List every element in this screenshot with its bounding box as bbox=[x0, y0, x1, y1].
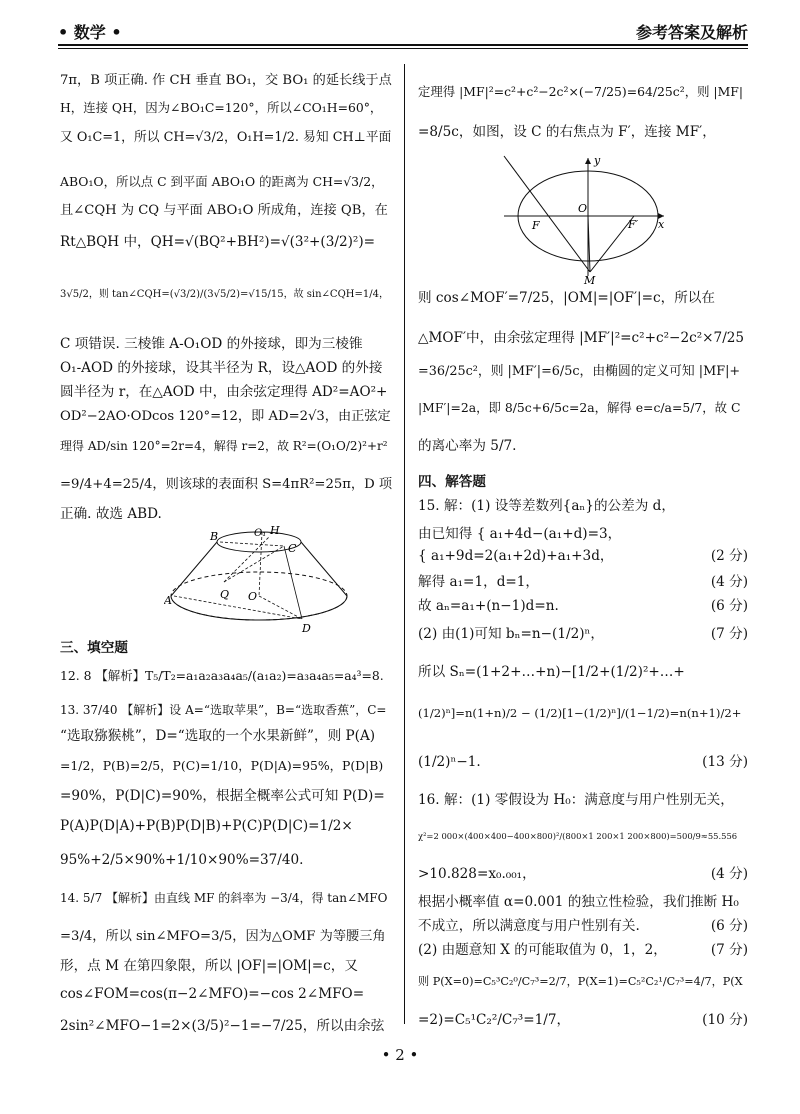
text-line: 定理得 |MF|²=c²+c²−2c²×(−7/25)=64/25c²，则 |MF| bbox=[418, 84, 744, 99]
text-line: 解得 a₁=1，d=1， bbox=[418, 574, 540, 590]
score-label: (4 分) bbox=[710, 574, 748, 590]
subject-label: • 数学 • bbox=[58, 23, 122, 42]
section-heading: 三、填空题 bbox=[60, 640, 128, 656]
text-line: =3/4，所以 sin∠MFO=3/5，因为△OMF 为等腰三角 bbox=[60, 929, 386, 944]
text-line: 2sin²∠MFO−1=2×(3/5)²−1=−7/25，所以由余弦 bbox=[60, 1018, 385, 1034]
section-title: 参考答案及解析 bbox=[635, 23, 748, 42]
text-line: ABO₁O，所以点 C 到平面 ABO₁O 的距离为 CH=√3/2， bbox=[60, 174, 384, 189]
text-line: (1/2)ⁿ]=n(1+n)/2 − (1/2)[1−(1/2)ⁿ]/(1−1/2)=n(n+1)/2+ bbox=[418, 706, 742, 720]
header-rule bbox=[58, 44, 748, 46]
text-line: cos∠FOM=cos(π−2∠MFO)=−cos 2∠MFO= bbox=[60, 986, 365, 1002]
text-line: 形，点 M 在第四象限，所以 |OF|=|OM|=c，又 bbox=[60, 958, 358, 974]
text-line: 则 cos∠MOF′=7/25，|OM|=|OF′|=c，所以在 bbox=[418, 290, 715, 306]
score-label: (6 分) bbox=[710, 918, 748, 934]
text-line: P(A)P(D|A)+P(B)P(D|B)+P(C)P(D|C)=1/2× bbox=[60, 818, 353, 834]
text-line: 由已知得 { a₁+4d−(a₁+d)=3， bbox=[418, 526, 622, 542]
label-F: F bbox=[532, 219, 540, 232]
text-line: 16. 解：(1) 零假设为 H₀：满意度与用户性别无关， bbox=[418, 792, 734, 808]
text-line: =8/5c，如图，设 C 的右焦点为 F′，连接 MF′， bbox=[418, 124, 716, 140]
text-line: 理得 AD/sin 120°=2r=4，解得 r=2，故 R²=(O₁O/2)²+r² bbox=[60, 439, 388, 453]
text-line: 又 O₁C=1，所以 CH=√3/2，O₁H=1/2. 易知 CH⊥平面 bbox=[60, 130, 392, 145]
section-heading: 四、解答题 bbox=[418, 474, 486, 490]
text-line: 圆半径为 r，在△AOD 中，由余弦定理得 AD²=AO²+ bbox=[60, 384, 388, 400]
page-number: • 2 • bbox=[381, 1046, 419, 1064]
label-O: O bbox=[578, 202, 588, 215]
text-line: 的离心率为 5/7. bbox=[418, 438, 517, 454]
header-rule-thin bbox=[58, 48, 748, 49]
text-line: 根据小概率值 α=0.001 的独立性检验，我们推断 H₀ bbox=[418, 894, 739, 910]
label-x: x bbox=[658, 218, 665, 231]
label-F-prime: F′ bbox=[628, 218, 639, 231]
text-line: 则 P(X=0)=C₅³C₂⁰/C₇³=2/7，P(X=1)=C₅²C₂¹/C₇³=4/7，P(X bbox=[418, 975, 743, 988]
text-line: 所以 Sₙ=(1+2+…+n)−[1/2+(1/2)²+…+ bbox=[418, 664, 685, 680]
text-line: Rt△BQH 中，QH=√(BQ²+BH²)=√(3²+(3/2)²)= bbox=[60, 234, 376, 250]
text-line: >10.828=x₀.₀₀₁， bbox=[418, 866, 536, 882]
text-line: =9/4+4=25/4，则该球的表面积 S=4πR²=25π，D 项 bbox=[60, 477, 393, 492]
text-line: =90%，P(D|C)=90%，根据全概率公式可知 P(D)= bbox=[60, 788, 385, 804]
text-line: =1/2，P(B)=2/5，P(C)=1/10，P(D|A)=95%，P(D|B) bbox=[60, 758, 384, 773]
text-line: 14. 5/7 【解析】由直线 MF 的斜率为 −3/4，得 tan∠MFO bbox=[60, 891, 388, 905]
score-label: (13 分) bbox=[702, 754, 748, 770]
answer-12: 12. 8 【解析】T₅/T₂=a₁a₂a₃a₄a₅/(a₁a₂)=a₃a₄a₅=a₄³=8. bbox=[60, 668, 384, 683]
column-divider bbox=[404, 64, 405, 1024]
text-line: “选取猕猴桃”，D=“选取的一个水果新鲜”，则 P(A) bbox=[60, 728, 376, 744]
text-line: 故 aₙ=a₁+(n−1)d=n. bbox=[418, 598, 559, 614]
text-line: (2) 由题意知 X 的可能取值为 0，1，2， bbox=[418, 942, 667, 958]
label-H: H bbox=[270, 524, 280, 537]
score-label: (4 分) bbox=[710, 866, 748, 882]
text-line: 7π，B 项正确. 作 CH 垂直 BO₁，交 BO₁ 的延长线于点 bbox=[60, 73, 392, 88]
score-label: (2 分) bbox=[710, 548, 748, 564]
text-line: O₁-AOD 的外接球，设其半径为 R，设△AOD 的外接 bbox=[60, 360, 383, 376]
text-line: =2)=C₅¹C₂²/C₇³=1/7， bbox=[418, 1012, 571, 1028]
score-label: (7 分) bbox=[710, 626, 748, 642]
text-line: OD²−2AO·ODcos 120°=12，即 AD=2√3，由正弦定 bbox=[60, 409, 391, 424]
text-line: 不成立，所以满意度与用户性别有关. bbox=[418, 918, 640, 934]
text-line: =36/25c²，则 |MF′|=6/5c，由椭圆的定义可知 |MF|+ bbox=[418, 364, 741, 379]
frustum-figure bbox=[164, 524, 354, 634]
score-label: (10 分) bbox=[702, 1012, 748, 1028]
text-line: χ²=2 000×(400×400−400×800)²/(800×1 200×1 200×800)=500/9≈55.556 bbox=[418, 831, 738, 841]
label-Q: Q bbox=[220, 588, 230, 601]
text-line: (1/2)ⁿ−1. bbox=[418, 754, 481, 770]
label-M: M bbox=[584, 274, 596, 284]
label-C: C bbox=[288, 542, 297, 555]
score-label: (6 分) bbox=[710, 598, 748, 614]
label-O: O bbox=[248, 590, 258, 603]
text-line: 且∠CQH 为 CQ 与平面 ABO₁O 所成角，连接 QB，在 bbox=[60, 203, 388, 218]
text-line: 正确. 故选 ABD. bbox=[60, 506, 162, 522]
page-header bbox=[58, 16, 748, 42]
text-line: 95%+2/5×90%+1/10×90%=37/40. bbox=[60, 852, 304, 868]
label-A: A bbox=[164, 594, 172, 607]
text-line: (2) 由(1)可知 bₙ=n−(1/2)ⁿ， bbox=[418, 626, 605, 642]
text-line: 3√5/2，则 tan∠CQH=(√3/2)/(3√5/2)=√15/15，故 sin∠CQH=1/4， bbox=[60, 289, 389, 300]
text-line: △MOF′中，由余弦定理得 |MF′|²=c²+c²−2c²×7/25 bbox=[418, 330, 745, 346]
text-line: H，连接 QH，因为∠BO₁C=120°，所以∠CO₁H=60°， bbox=[60, 100, 383, 115]
label-D: D bbox=[302, 622, 311, 634]
text-line: { a₁+9d=2(a₁+2d)+a₁+3d， bbox=[418, 548, 614, 564]
score-label: (7 分) bbox=[710, 942, 748, 958]
text-line: |MF′|=2a，即 8/5c+6/5c=2a，解得 e=c/a=5/7，故 C bbox=[418, 400, 741, 415]
label-O1: O₁ bbox=[254, 528, 267, 539]
text-line: C 项错误. 三棱锥 A-O₁OD 的外接球，即为三棱锥 bbox=[60, 336, 363, 352]
text-line: 13. 37/40 【解析】设 A=“选取苹果”，B=“选取香蕉”，C= bbox=[60, 703, 387, 717]
label-B: B bbox=[210, 530, 219, 543]
label-y: y bbox=[594, 154, 601, 167]
ellipse-figure bbox=[494, 154, 674, 284]
text-line: 15. 解：(1) 设等差数列{aₙ}的公差为 d， bbox=[418, 498, 675, 514]
